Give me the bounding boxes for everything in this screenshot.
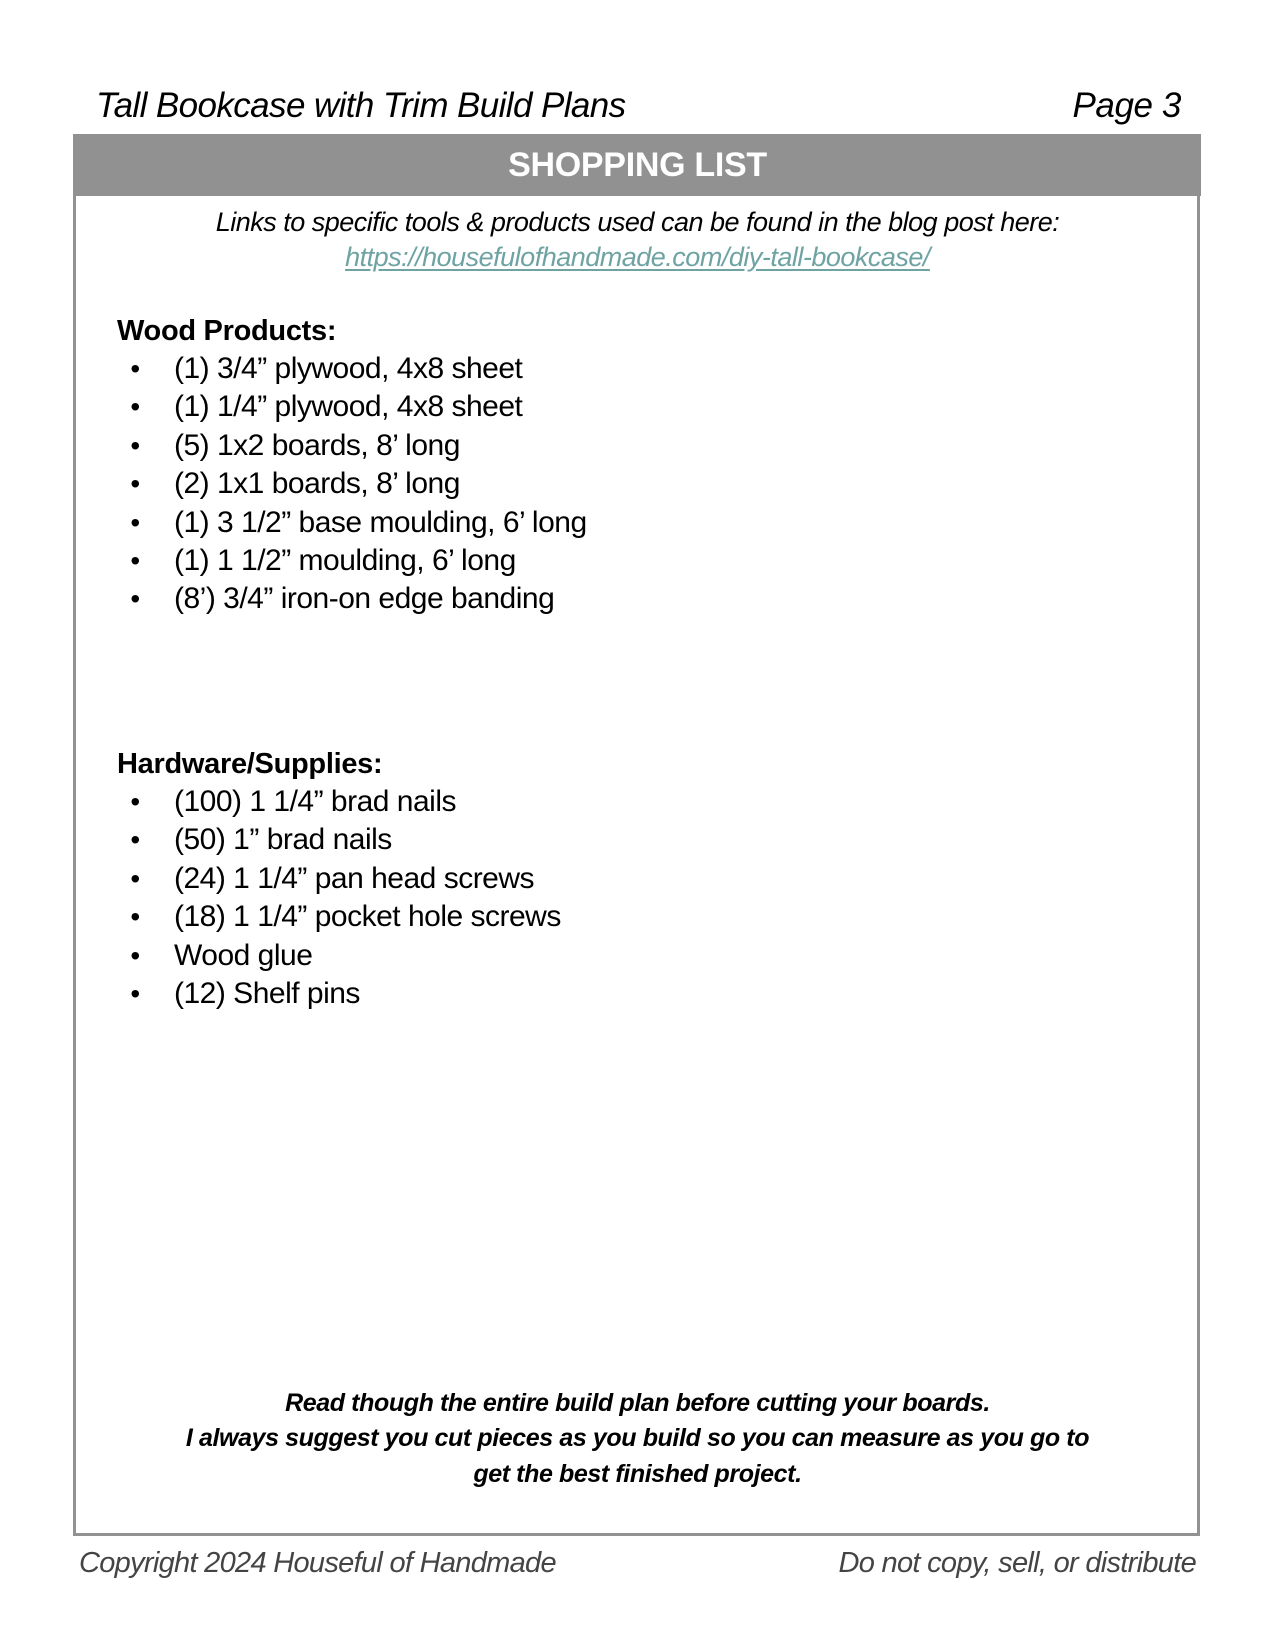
bullet-icon: • xyxy=(130,506,140,538)
list-item: • (1) 3/4” plywood, 4x8 sheet xyxy=(117,350,587,388)
bullet-icon: • xyxy=(130,977,140,1009)
list-item: • (12) Shelf pins xyxy=(117,975,561,1013)
hardware-supplies-heading: Hardware/Supplies: xyxy=(117,748,383,780)
note-line-2: I always suggest you cut pieces as you build so you can measure as you go to xyxy=(185,1424,1090,1452)
document-title: Tall Bookcase with Trim Build Plans xyxy=(96,86,626,125)
note-line-1: Read though the entire build plan before cutting your boards. xyxy=(285,1389,990,1417)
list-item: • (1) 1/4” plywood, 4x8 sheet xyxy=(117,388,587,426)
blog-post-link[interactable]: https://housefulofhandmade.com/diy-tall-bookcase/ xyxy=(345,242,930,272)
bullet-icon: • xyxy=(130,544,140,576)
bullet-icon: • xyxy=(130,862,140,894)
bullet-icon: • xyxy=(130,391,140,423)
list-item: • (50) 1” brad nails xyxy=(117,821,561,859)
bullet-icon: • xyxy=(130,901,140,933)
list-item: • (2) 1x1 boards, 8’ long xyxy=(117,465,587,503)
wood-products-heading: Wood Products: xyxy=(117,315,337,347)
note-line-3: get the best finished project. xyxy=(473,1460,802,1488)
section-title: SHOPPING LIST xyxy=(508,146,767,184)
list-item: • (1) 1 1/2” moulding, 6’ long xyxy=(117,542,587,580)
bullet-icon: • xyxy=(130,468,140,500)
list-item: • Wood glue xyxy=(117,937,561,975)
bullet-icon: • xyxy=(130,939,140,971)
bullet-icon: • xyxy=(130,583,140,615)
list-item: • (24) 1 1/4” pan head screws xyxy=(117,860,561,898)
intro-text: Links to specific tools & products used can be found in the blog post here: xyxy=(215,207,1060,237)
bullet-icon: • xyxy=(130,824,140,856)
bullet-icon: • xyxy=(130,353,140,384)
list-item: • (8’) 3/4” iron-on edge banding xyxy=(117,580,587,618)
list-item: • (18) 1 1/4” pocket hole screws xyxy=(117,898,561,936)
page-number: Page 3 xyxy=(1072,86,1181,125)
bullet-icon: • xyxy=(130,429,140,461)
list-item: • (100) 1 1/4” brad nails xyxy=(117,783,561,821)
list-item: • (5) 1x2 boards, 8’ long xyxy=(117,427,587,465)
list-item: • (1) 3 1/2” base moulding, 6’ long xyxy=(117,504,587,542)
footer-copyright: Copyright 2024 Houseful of Handmade xyxy=(79,1547,556,1579)
hardware-supplies-list xyxy=(117,783,561,1013)
footer-notice: Do not copy, sell, or distribute xyxy=(838,1547,1196,1579)
wood-products-list xyxy=(117,350,587,619)
bullet-icon: • xyxy=(130,786,140,817)
